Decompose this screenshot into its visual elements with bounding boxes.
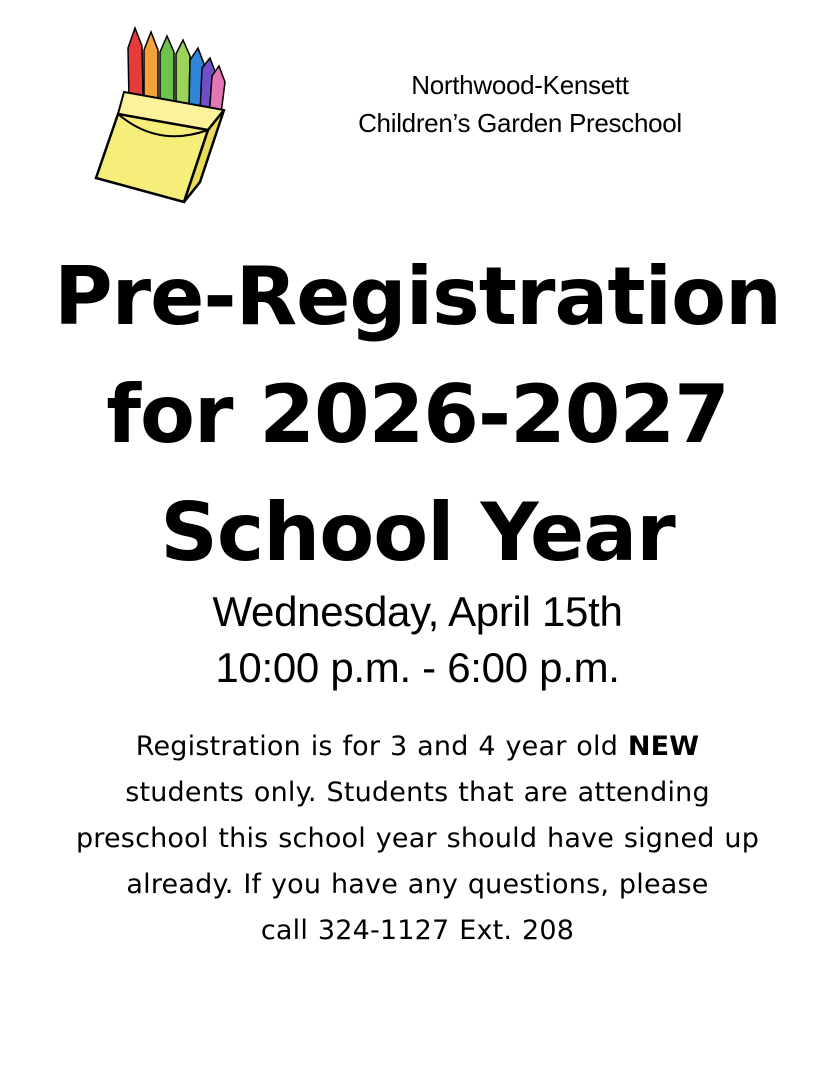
school-name	[290, 66, 750, 142]
details-line1	[20, 724, 815, 770]
event-time: 10:00 p.m. - 6:00 p.m.	[215, 644, 620, 691]
school-name-line1: Northwood-Kensett	[411, 70, 629, 100]
details-line1-text: Registration is for 3 and 4 year old	[135, 731, 628, 762]
title-line3: School Year	[160, 486, 675, 579]
details-line3: preschool this school year should have signed up	[75, 823, 760, 854]
crayon-box-icon	[88, 18, 236, 208]
page-title	[0, 238, 835, 592]
crayon-orange-icon	[144, 32, 158, 102]
event-info	[0, 584, 835, 696]
school-name-line2: Children’s Garden Preschool	[358, 108, 682, 138]
crayon-green-icon	[160, 36, 174, 104]
crayon-green2-icon	[176, 40, 190, 106]
details-line2: students only. Students that are attending	[125, 777, 710, 808]
event-date: Wednesday, April 15th	[212, 588, 623, 635]
title-line2: for 2026-2027	[106, 368, 729, 461]
registration-details	[20, 724, 815, 954]
title-line1: Pre-Registration	[54, 250, 781, 343]
crayon-red-icon	[128, 28, 143, 100]
details-line4: already. If you have any questions, please	[126, 869, 709, 900]
details-line5: call 324-1127 Ext. 208	[260, 915, 575, 946]
new-emphasis: NEW	[627, 731, 700, 762]
